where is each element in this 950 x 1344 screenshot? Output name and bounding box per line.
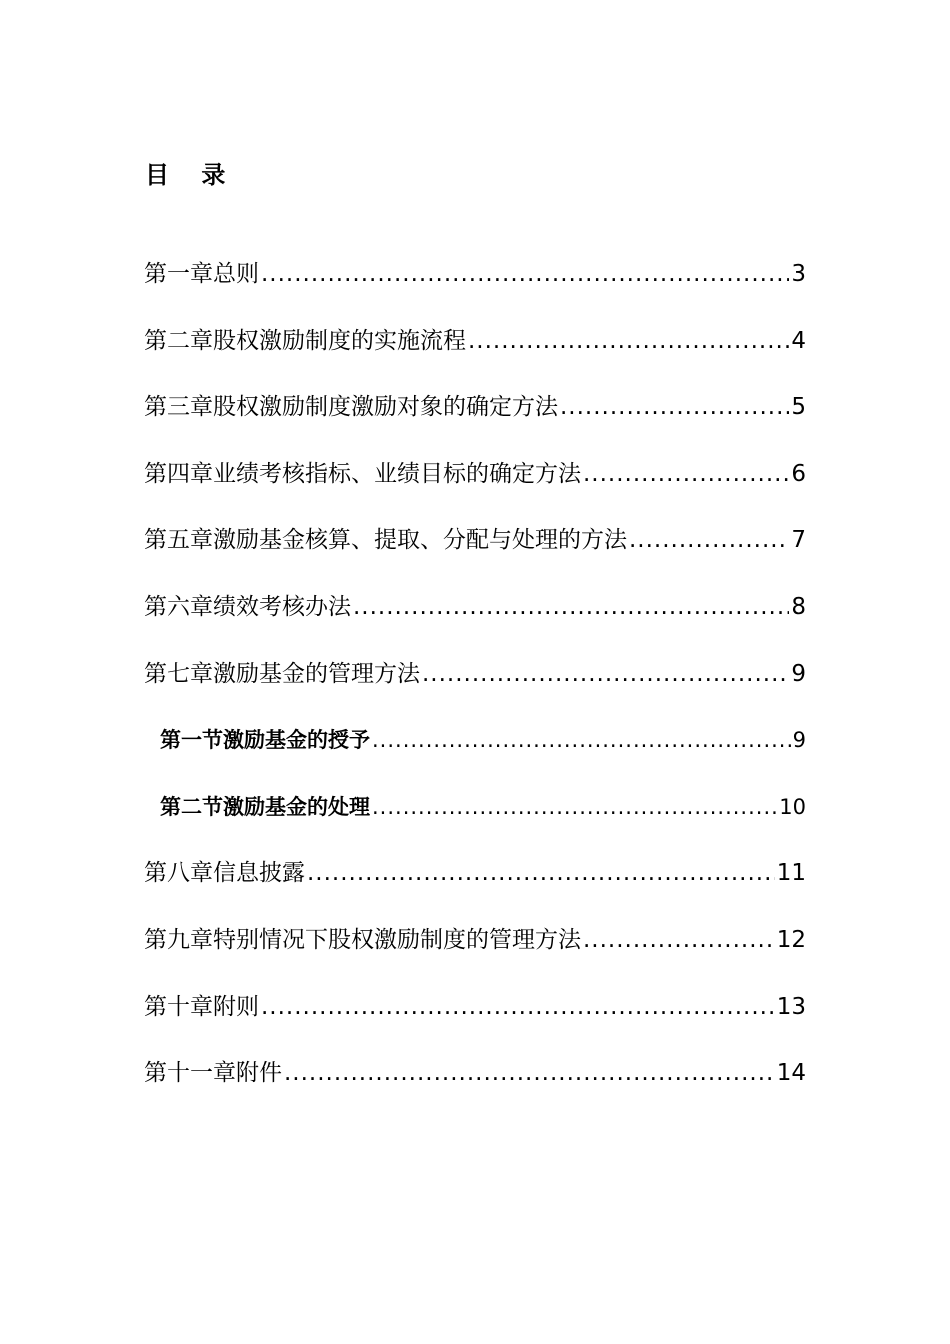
toc-entry[interactable] [144, 1055, 806, 1122]
dot-leader [583, 456, 789, 492]
toc-page-number: 4 [791, 327, 806, 354]
toc-page-number: 8 [791, 593, 806, 620]
toc-entry[interactable] [144, 389, 806, 456]
dot-leader [422, 656, 789, 692]
toc-entry-text: 第七章激励基金的管理方法 [144, 660, 420, 687]
toc-entry-text: 第十一章附件 [144, 1060, 282, 1087]
toc-entry[interactable] [144, 656, 806, 723]
toc-page-number: 12 [776, 926, 806, 953]
toc-subentry-text: 第二节激励基金的处理 [160, 794, 370, 819]
toc-page-number: 14 [776, 1060, 806, 1087]
dot-leader [560, 389, 789, 425]
dot-leader [307, 855, 775, 891]
toc-entry[interactable] [144, 456, 806, 523]
toc-page-number: 9 [792, 728, 806, 753]
toc-entry-text: 第三章股权激励制度激励对象的确定方法 [144, 394, 558, 421]
toc-entry[interactable] [144, 989, 806, 1056]
toc-entry-text: 第五章激励基金核算、提取、分配与处理的方法 [144, 527, 627, 554]
dot-leader [629, 522, 789, 558]
dot-leader [583, 922, 775, 958]
toc-page-number: 3 [791, 261, 806, 287]
toc-page-number: 9 [791, 660, 806, 687]
toc-list [144, 256, 806, 1122]
dot-leader [261, 989, 775, 1025]
toc-entry-text: 第九章特别情况下股权激励制度的管理方法 [144, 926, 581, 953]
dot-leader [468, 323, 789, 359]
toc-entry[interactable] [144, 522, 806, 589]
toc-page-number: 13 [776, 993, 806, 1020]
toc-entry-text: 第十章附则 [144, 993, 259, 1020]
toc-entry-text: 第八章信息披露 [144, 860, 305, 887]
dot-leader [372, 789, 777, 825]
toc-entry-text: 第二章股权激励制度的实施流程 [144, 327, 466, 354]
toc-entry-text: 第一章总则 [144, 261, 259, 287]
toc-page-number: 6 [791, 460, 806, 487]
dot-leader [372, 722, 791, 758]
toc-entry[interactable] [144, 256, 806, 323]
toc-page-number: 11 [776, 860, 806, 887]
toc-entry[interactable] [144, 589, 806, 656]
toc-entry-text: 第四章业绩考核指标、业绩目标的确定方法 [144, 460, 581, 487]
dot-leader [353, 589, 789, 625]
toc-page-number: 10 [779, 794, 806, 819]
toc-subentry-text: 第一节激励基金的授予 [160, 728, 370, 753]
toc-entry[interactable] [144, 922, 806, 989]
toc-subentry[interactable] [144, 722, 806, 789]
dot-leader [261, 256, 789, 292]
dot-leader [284, 1055, 775, 1091]
toc-subentry[interactable] [144, 789, 806, 856]
toc-entry[interactable] [144, 323, 806, 390]
toc-title: 目 录 [145, 161, 238, 189]
toc-entry-text: 第六章绩效考核办法 [144, 593, 351, 620]
toc-page-number: 5 [791, 394, 806, 421]
toc-page-number: 7 [791, 527, 806, 554]
toc-entry[interactable] [144, 855, 806, 922]
